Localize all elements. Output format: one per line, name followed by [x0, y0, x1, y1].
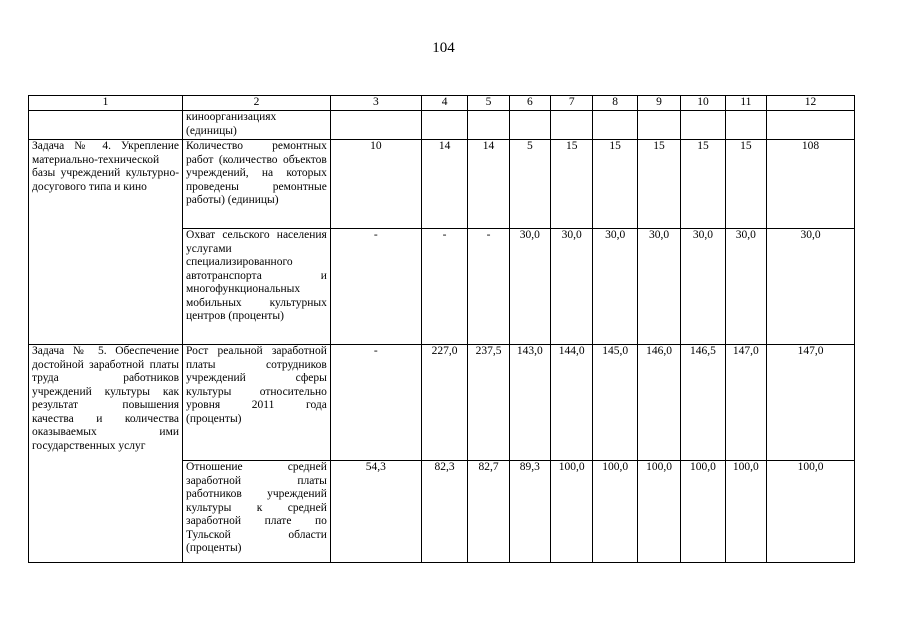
value-cell	[681, 111, 725, 140]
value-cell: 30,0	[593, 229, 637, 345]
value-cell: -	[468, 229, 509, 345]
value-cell: 15	[637, 140, 680, 229]
indicator-cell: кинoорганизациях (единицы)	[183, 111, 331, 140]
value-cell	[725, 111, 766, 140]
value-cell: 147,0	[725, 345, 766, 461]
column-number: 10	[681, 96, 725, 111]
value-cell: -	[421, 229, 468, 345]
column-number: 5	[468, 96, 509, 111]
value-cell	[468, 111, 509, 140]
table-row	[29, 111, 855, 140]
indicator-cell: Охват сельского населения услугами специализированного автотранспорта и многофункциональных мобильных культурных центров (проценты)	[183, 229, 331, 345]
value-cell: 10	[330, 140, 421, 229]
value-cell: 30,0	[725, 229, 766, 345]
column-number: 8	[593, 96, 637, 111]
column-number: 11	[725, 96, 766, 111]
value-cell	[637, 111, 680, 140]
value-cell: 30,0	[681, 229, 725, 345]
value-cell: 227,0	[421, 345, 468, 461]
column-number: 9	[637, 96, 680, 111]
indicator-cell: Отношение средней заработной платы работников учреждений культуры к средней заработной плате по Тульской области (проценты)	[183, 461, 331, 563]
value-cell: 15	[551, 140, 593, 229]
column-number: 7	[551, 96, 593, 111]
indicator-cell: Рост реальной заработной платы сотрудников учреждений сферы культуры относительно уровня 2011 года (проценты)	[183, 345, 331, 461]
table-row	[29, 140, 855, 229]
table-row	[29, 345, 855, 461]
value-cell: 15	[681, 140, 725, 229]
total-value-cell: 30,0	[767, 229, 855, 345]
column-number: 4	[421, 96, 468, 111]
total-value-cell: 108	[767, 140, 855, 229]
value-cell	[767, 111, 855, 140]
value-cell: 145,0	[593, 345, 637, 461]
page-number: 104	[432, 40, 455, 56]
task-cell	[29, 111, 183, 140]
value-cell: -	[330, 229, 421, 345]
column-number: 12	[767, 96, 855, 111]
column-number: 1	[29, 96, 183, 111]
value-cell: -	[330, 345, 421, 461]
value-cell: 30,0	[509, 229, 550, 345]
value-cell: 14	[468, 140, 509, 229]
indicators-table	[28, 95, 855, 563]
value-cell: 100,0	[637, 461, 680, 563]
value-cell: 89,3	[509, 461, 550, 563]
column-number: 6	[509, 96, 550, 111]
value-cell: 237,5	[468, 345, 509, 461]
column-number-row	[29, 96, 855, 111]
value-cell: 100,0	[681, 461, 725, 563]
value-cell	[551, 111, 593, 140]
indicator-cell: Количество ремонтных работ (количество объектов учреждений, на которых проведены ремонтные работы) (единицы)	[183, 140, 331, 229]
value-cell	[421, 111, 468, 140]
task-cell: Задача № 5. Обеспечение достойной заработной платы труда работников учреждений культуры как результат повышения качества и количества оказываемых ими государственных услуг	[29, 345, 183, 563]
value-cell: 15	[725, 140, 766, 229]
value-cell: 14	[421, 140, 468, 229]
value-cell: 5	[509, 140, 550, 229]
value-cell	[509, 111, 550, 140]
value-cell: 100,0	[725, 461, 766, 563]
value-cell	[593, 111, 637, 140]
value-cell: 82,7	[468, 461, 509, 563]
value-cell: 143,0	[509, 345, 550, 461]
value-cell: 100,0	[551, 461, 593, 563]
column-number: 2	[183, 96, 331, 111]
value-cell	[330, 111, 421, 140]
column-number: 3	[330, 96, 421, 111]
value-cell: 30,0	[637, 229, 680, 345]
value-cell: 146,5	[681, 345, 725, 461]
value-cell: 100,0	[593, 461, 637, 563]
total-value-cell: 100,0	[767, 461, 855, 563]
task-cell: Задача № 4. Укрепление материально-технической базы учреждений культурно-досугового типа и кино	[29, 140, 183, 345]
value-cell: 144,0	[551, 345, 593, 461]
value-cell: 82,3	[421, 461, 468, 563]
value-cell: 15	[593, 140, 637, 229]
value-cell: 146,0	[637, 345, 680, 461]
value-cell: 54,3	[330, 461, 421, 563]
value-cell: 30,0	[551, 229, 593, 345]
total-value-cell: 147,0	[767, 345, 855, 461]
